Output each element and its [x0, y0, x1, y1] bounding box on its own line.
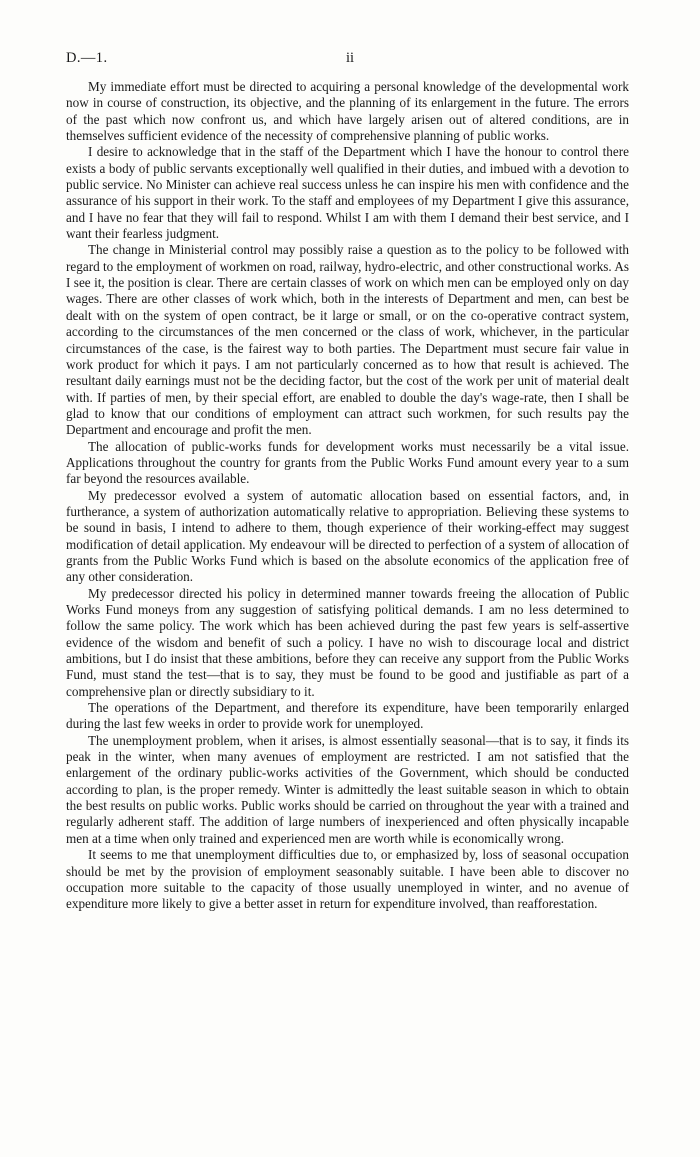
- paragraph-9: It seems to me that unemployment difficulties due to, or emphasized by, loss of seasonal occupation should be met by the provision of employment seasonably suitable. I have been able to discover no occupation more suitable to the capacity of those usually unemployed in winter, and no avenue of expenditure more likely to give a better asset in return for expenditure involved, than reafforestation.: [66, 847, 629, 912]
- document-reference: D.—1.: [66, 50, 108, 66]
- paragraph-4: The allocation of public-works funds for development works must necessarily be a vital issue. Applications throughout the country for grants from the Public Works Fund amount every year to a sum far beyond the resources available.: [66, 438, 629, 487]
- paragraph-2: I desire to acknowledge that in the staff of the Department which I have the honour to control there exists a body of public servants exceptionally well qualified in their duties, and imbued with a devotion to public service. No Minister can achieve real success unless he can inspire his men with confidence and the assurance of his support in their work. To the staff and employees of my Department I give this assurance, and I have no fear that they will fail to respond. Whilst I am with them I demand their best service, and I want their fearless judgment.: [66, 144, 629, 242]
- page-number: ii: [345, 50, 355, 66]
- paragraph-6: My predecessor directed his policy in determined manner towards freeing the allocation of Public Works Fund moneys from any suggestion of satisfying political demands. I am no less determined to follow the same policy. The work which has been achieved during the past few years is self-assertive evidence of the wisdom and benefit of such a policy. I have no wish to discourage local and district ambitions, but I do insist that these ambitions, before they can receive any support from the Public Works Fund, must stand the test—that is to say, they must be found to be good and justifiable as part of a comprehensive plan or directly subsidiary to it.: [66, 585, 629, 699]
- paragraph-3: The change in Ministerial control may possibly raise a question as to the policy to be followed with regard to the employment of workmen on road, railway, hydro-electric, and other constructional works. As I see it, the position is clear. There are certain classes of work on which men can be employed only on day wages. There are other classes of work which, both in the interests of Department and men, can best be dealt with on the system of open contract, be it large or small, or on the co-operative contract system, according to the circumstances of the men concerned or the class of work, whichever, in the particular circumstances of the case, is the fairest way to both parties. The Department must secure fair value in work product for which it pays. I am not particularly concerned as to how that result is achieved. The resultant daily earnings must not be the deciding factor, but the cost of the work per unit of material dealt with. If parties of men, by their special effort, are enabled to double the day's wage-rate, then I shall be glad to know that our conditions of employment can attract such workmen, for such results pay the Department and encourage and profit the men.: [66, 242, 629, 438]
- body-text: [66, 79, 629, 913]
- paragraph-1: My immediate effort must be directed to acquiring a personal knowledge of the developmental work now in course of construction, its objective, and the planning of its enlargement in the future. The errors of the past which now confront us, and which have largely arisen out of altered conditions, are in themselves sufficient evidence of the necessity of comprehensive planning of public works.: [66, 79, 629, 144]
- paragraph-5: My predecessor evolved a system of automatic allocation based on essential factors, and, in furtherance, a system of authorization automatically relative to appropriation. Believing these systems to be sound in basis, I intend to adhere to them, though experience of their working-effect may suggest modification of detail application. My endeavour will be directed to perfection of a system of allocation of grants from the Public Works Fund which is based on the absolute economics of the application free of any other consideration.: [66, 487, 629, 585]
- paragraph-7: The operations of the Department, and therefore its expenditure, have been temporarily enlarged during the last few weeks in order to provide work for unemployed.: [66, 700, 629, 732]
- paragraph-8: The unemployment problem, when it arises, is almost essentially seasonal—that is to say, it finds its peak in the winter, when many avenues of employment are restricted. I am not satisfied that the enlargement of the ordinary public-works activities of the Government, which should be conducted according to plan, is the proper remedy. Winter is admittedly the least suitable season in which to obtain the best results on public works. Public works should be carried on throughout the year with a trained and regularly adherent staff. The addition of large numbers of inexperienced and often physically incapable men at a time when only trained and experienced men are worth while is economically wrong.: [66, 732, 629, 846]
